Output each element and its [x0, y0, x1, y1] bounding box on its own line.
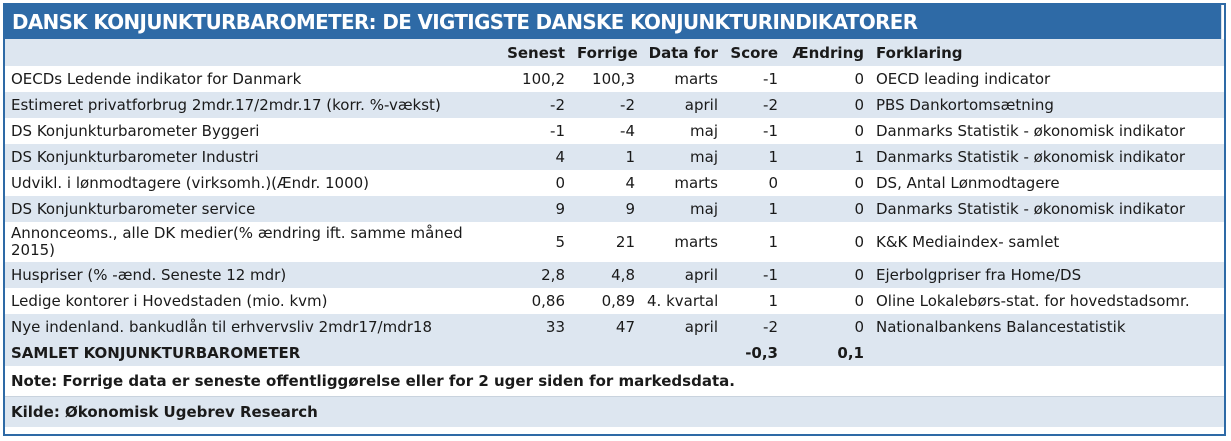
row-aendring: 1: [784, 144, 870, 170]
row-aendring: 0: [854, 122, 864, 140]
row-forklaring: Danmarks Statistik - økonomisk indikator: [876, 122, 1186, 140]
row-senest: 5: [555, 233, 565, 251]
row-aendring: 0: [784, 262, 870, 288]
table-row: [5, 222, 1224, 262]
row-senest: 2,8: [498, 262, 571, 288]
row-indicator: Estimeret privatforbrug 2mdr.17/2mdr.17 (korr. %-vækst): [5, 92, 498, 118]
table-row: [5, 314, 1224, 340]
row-indicator: DS Konjunkturbarometer service: [5, 196, 498, 222]
row-senest: 0,86: [531, 292, 565, 310]
row-forrige: 4: [625, 174, 635, 192]
row-forrige: -2: [571, 92, 641, 118]
row-indicator: DS Konjunkturbarometer Industri: [5, 144, 498, 170]
row-forrige: 100,3: [592, 70, 635, 88]
row-senest: 0: [555, 174, 565, 192]
row-senest: 9: [498, 196, 571, 222]
table-row: [5, 262, 1224, 288]
header-data-for: Data for: [641, 39, 724, 66]
header-forrige: Forrige: [571, 39, 641, 66]
row-data-for: marts: [674, 70, 718, 88]
row-data-for: maj: [641, 196, 724, 222]
row-forklaring: K&K Mediaindex- samlet: [876, 233, 1060, 251]
row-indicator: Annonceoms., alle DK medier(% ændring ift. samme måned 2015): [11, 224, 463, 259]
row-data-for: marts: [674, 174, 718, 192]
row-forklaring: Danmarks Statistik - økonomisk indikator: [870, 196, 1224, 222]
row-score: -1: [763, 70, 778, 88]
row-forrige: -4: [620, 122, 635, 140]
row-forklaring: Danmarks Statistik - økonomisk indikator: [870, 144, 1224, 170]
indicator-table: [5, 39, 1224, 427]
row-indicator: Ledige kontorer i Hovedstaden (mio. kvm): [11, 292, 328, 310]
row-aendring: 0: [784, 314, 870, 340]
row-forklaring: DS, Antal Lønmodtagere: [876, 174, 1060, 192]
row-forrige: 0,89: [601, 292, 635, 310]
row-aendring: 0: [854, 233, 864, 251]
table-row: [5, 66, 1224, 92]
total-score: -0,3: [724, 340, 784, 366]
header-aendring: Ændring: [784, 39, 870, 66]
row-data-for: 4. kvartal: [647, 292, 719, 310]
row-senest: 33: [498, 314, 571, 340]
row-score: -1: [763, 122, 778, 140]
total-label: SAMLET KONJUNKTURBAROMETER: [5, 340, 498, 366]
row-indicator: Huspriser (% -ænd. Seneste 12 mdr): [5, 262, 498, 288]
table-row: [5, 118, 1224, 144]
table-note: Note: Forrige data er seneste offentliggørelse eller for 2 uger siden for markedsdata.: [11, 372, 735, 390]
table-row: [5, 288, 1224, 314]
row-data-for: april: [641, 262, 724, 288]
row-indicator: Udvikl. i lønmodtagere (virksomh.)(Ændr. 1000): [11, 174, 370, 192]
row-score: -1: [724, 262, 784, 288]
total-aendring: 0,1: [784, 340, 870, 366]
row-score: 1: [724, 196, 784, 222]
row-forrige: 1: [571, 144, 641, 170]
row-aendring: 0: [784, 92, 870, 118]
row-data-for: april: [641, 314, 724, 340]
table-title: DANSK KONJUNKTURBAROMETER: DE VIGTIGSTE DANSKE KONJUNKTURINDIKATORER: [5, 5, 1221, 39]
row-score: 0: [768, 174, 778, 192]
row-indicator: OECDs Ledende indikator for Danmark: [11, 70, 302, 88]
table-row: [5, 92, 1224, 118]
header-forklaring: Forklaring: [870, 39, 1224, 66]
row-score: 1: [724, 144, 784, 170]
row-aendring: 0: [854, 292, 864, 310]
table-source: Kilde: Økonomisk Ugebrev Research: [5, 397, 1224, 428]
header-score: Score: [724, 39, 784, 66]
row-forrige: 21: [615, 233, 635, 251]
header-row: [5, 39, 1224, 66]
table-row: [5, 170, 1224, 196]
row-data-for: marts: [674, 233, 718, 251]
row-forklaring: Ejerbolgpriser fra Home/DS: [870, 262, 1224, 288]
total-row: [5, 340, 1224, 366]
barometer-table-panel: [3, 3, 1226, 436]
header-indicator: [5, 39, 498, 66]
row-score: 1: [768, 292, 778, 310]
row-score: -2: [724, 92, 784, 118]
note-row: [5, 366, 1224, 397]
row-score: 1: [768, 233, 778, 251]
row-indicator: Nye indenland. bankudlån til erhvervsliv 2mdr17/mdr18: [5, 314, 498, 340]
row-forklaring: Oline Lokalebørs-stat. for hovedstadsomr.: [876, 292, 1190, 310]
row-senest: 4: [498, 144, 571, 170]
row-forklaring: PBS Dankortomsætning: [870, 92, 1224, 118]
row-forklaring: OECD leading indicator: [876, 70, 1051, 88]
source-row: [5, 397, 1224, 428]
row-data-for: maj: [641, 144, 724, 170]
row-aendring: 0: [784, 196, 870, 222]
table-row: [5, 144, 1224, 170]
header-senest: Senest: [498, 39, 571, 66]
row-senest: 100,2: [522, 70, 565, 88]
row-data-for: maj: [690, 122, 718, 140]
row-aendring: 0: [854, 70, 864, 88]
row-data-for: april: [641, 92, 724, 118]
table-row: [5, 196, 1224, 222]
row-forrige: 47: [571, 314, 641, 340]
row-senest: -1: [550, 122, 565, 140]
row-forrige: 4,8: [571, 262, 641, 288]
row-aendring: 0: [854, 174, 864, 192]
row-senest: -2: [498, 92, 571, 118]
row-forklaring: Nationalbankens Balancestatistik: [870, 314, 1224, 340]
row-indicator: DS Konjunkturbarometer Byggeri: [11, 122, 260, 140]
row-score: -2: [724, 314, 784, 340]
row-forrige: 9: [571, 196, 641, 222]
